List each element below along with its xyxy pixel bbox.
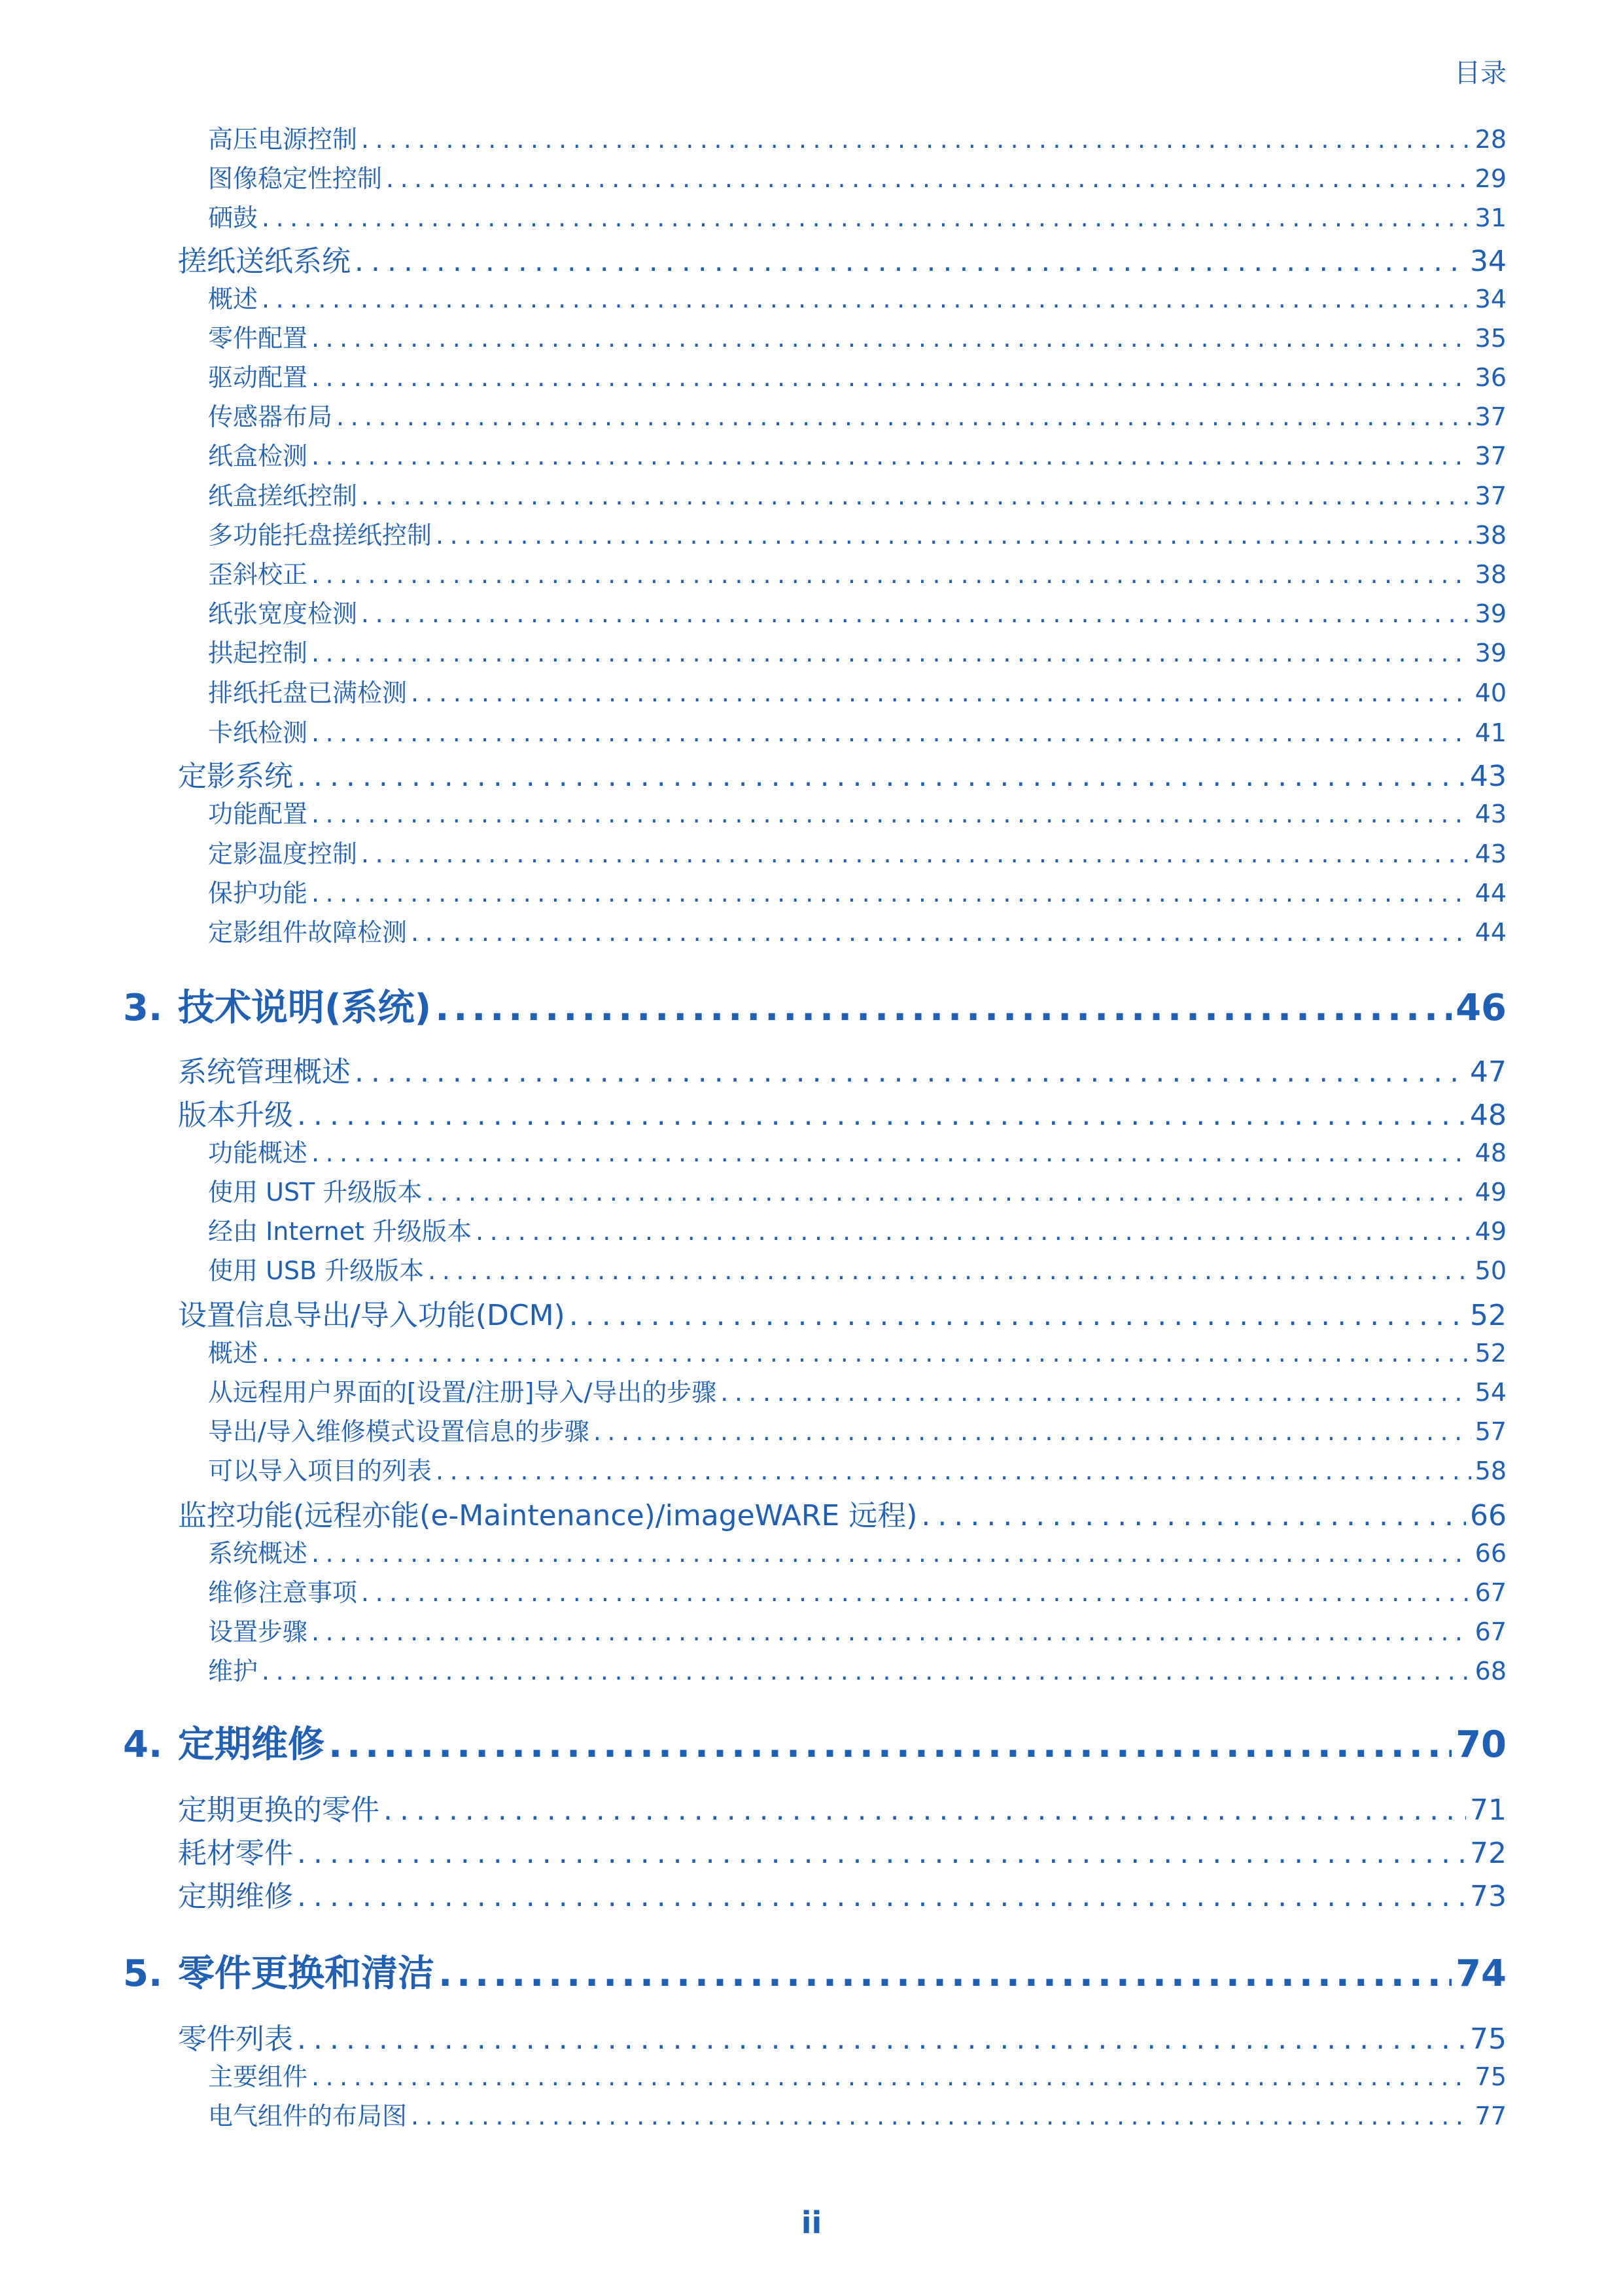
dot-leader [328, 1720, 1452, 1770]
dot-leader [426, 1176, 1471, 1209]
toc-entry-label: 维修注意事项 [208, 1578, 358, 1607]
toc-entry-label: 定影组件故障检测 [208, 918, 408, 947]
toc-entry-page: 31 [1475, 203, 1507, 232]
toc-entry-label: 驱动配置 [208, 363, 308, 392]
toc-subsection-entry[interactable] [208, 1415, 1507, 1448]
toc-entry-page: 54 [1475, 1378, 1507, 1407]
toc-subsection-entry[interactable] [208, 400, 1507, 433]
dot-leader [383, 1791, 1466, 1830]
toc-entry-label: 多功能托盘搓纸控制 [208, 521, 432, 550]
toc-section-entry[interactable] [178, 1791, 1507, 1830]
toc-entry-page: 48 [1470, 1099, 1507, 1132]
toc-entry-label: 主要组件 [208, 2062, 308, 2091]
toc-entry-label: 监控功能(远程亦能(e-Maintenance)/imageWARE 远程) [178, 1499, 918, 1532]
dot-leader [311, 1616, 1471, 1648]
toc-subsection-entry[interactable] [208, 597, 1507, 630]
dot-leader [476, 1215, 1471, 1248]
toc-entry-label: 排纸托盘已满检测 [208, 679, 408, 707]
toc-entry-page: 49 [1475, 1178, 1507, 1207]
dot-leader [593, 1415, 1471, 1448]
toc-entry-page: 38 [1475, 560, 1507, 589]
toc-section-entry[interactable] [178, 242, 1507, 281]
toc-entry-label: 歪斜校正 [208, 560, 308, 589]
toc-section-entry[interactable] [178, 1496, 1507, 1536]
toc-entry-page: 57 [1475, 1417, 1507, 1446]
toc-entry-page: 37 [1475, 442, 1507, 470]
toc-entry-label: 拱起控制 [208, 639, 308, 667]
toc-section-entry[interactable] [178, 1053, 1507, 1092]
dot-leader [311, 322, 1471, 355]
toc-entry-label: 定期维修 [178, 1880, 293, 1913]
toc-entry-label [123, 983, 431, 1033]
toc-subsection-entry[interactable] [208, 480, 1507, 512]
toc-entry-page: 43 [1475, 839, 1507, 868]
toc-entry-label: 定影温度控制 [208, 839, 358, 868]
toc-entry-label: 导出/导入维修模式设置信息的步骤 [208, 1417, 589, 1446]
toc-entry-page: 44 [1475, 879, 1507, 908]
toc-entry-page: 39 [1475, 599, 1507, 628]
toc-entry-page: 66 [1475, 1539, 1507, 1568]
dot-leader [411, 916, 1471, 949]
toc-entry-page: 48 [1475, 1139, 1507, 1167]
chapter-title: 定期维修 [178, 1723, 324, 1766]
toc-subsection-entry[interactable] [208, 283, 1507, 315]
dot-leader [297, 1877, 1466, 1916]
dot-leader [361, 480, 1471, 512]
dot-leader [311, 2060, 1471, 2093]
toc-entry-page: 72 [1470, 1837, 1507, 1870]
toc-entry-page: 50 [1475, 1256, 1507, 1285]
toc-entry-label: 版本升级 [178, 1099, 293, 1132]
chapter-number: 3. [123, 987, 163, 1029]
dot-leader [311, 877, 1471, 910]
toc-entry-page: 70 [1456, 1723, 1507, 1766]
dot-leader [361, 123, 1471, 156]
toc-entry-page: 75 [1470, 2022, 1507, 2056]
toc-entry-page: 37 [1475, 402, 1507, 431]
dot-leader [297, 757, 1466, 796]
toc-entry-page: 77 [1475, 2102, 1507, 2130]
dot-leader [569, 1296, 1466, 1335]
toc-subsection-entry[interactable] [208, 1337, 1507, 1369]
toc-subsection-entry[interactable] [208, 1576, 1507, 1609]
dot-leader [262, 1337, 1471, 1369]
toc-entry-page: 38 [1475, 521, 1507, 550]
dot-leader [311, 558, 1471, 591]
chapter-title: 零件更换和清洁 [178, 1952, 434, 1995]
dot-leader [262, 202, 1471, 234]
toc-section-entry[interactable] [178, 2020, 1507, 2059]
toc-subsection-entry[interactable] [208, 1655, 1507, 1687]
toc-section-entry[interactable] [178, 1877, 1507, 1916]
chapter-number: 5. [123, 1952, 163, 1995]
toc-entry-page: 43 [1475, 800, 1507, 828]
toc-entry-label: 设置信息导出/导入功能(DCM) [178, 1299, 565, 1332]
toc-subsection-entry[interactable] [208, 322, 1507, 355]
toc-entry-page: 34 [1470, 245, 1507, 278]
toc-subsection-entry[interactable] [208, 123, 1507, 156]
toc-entry-page: 74 [1456, 1952, 1507, 1995]
toc-subsection-entry[interactable] [208, 2100, 1507, 2132]
toc-entry-label: 可以导入项目的列表 [208, 1457, 432, 1485]
dot-leader [311, 361, 1471, 394]
dot-leader [297, 2020, 1466, 2059]
toc-subsection-entry[interactable] [208, 798, 1507, 830]
dot-leader [262, 283, 1471, 315]
toc-subsection-entry[interactable] [208, 916, 1507, 949]
dot-leader [297, 1834, 1466, 1873]
toc-entry-label: 零件配置 [208, 324, 308, 353]
toc-entry-label: 概述 [208, 1339, 258, 1368]
toc-entry-page: 75 [1475, 2062, 1507, 2091]
toc-entry-page: 67 [1475, 1578, 1507, 1607]
toc-entry-page: 71 [1470, 1793, 1507, 1827]
toc-entry-page: 40 [1475, 679, 1507, 707]
toc-subsection-entry[interactable] [208, 877, 1507, 910]
toc-subsection-entry[interactable] [208, 361, 1507, 394]
toc-entry-label: 硒鼓 [208, 203, 258, 232]
dot-leader [262, 1655, 1471, 1687]
dot-leader [361, 1576, 1471, 1609]
toc-entry-label: 概述 [208, 285, 258, 313]
toc-subsection-entry[interactable] [208, 1455, 1507, 1487]
toc-entry-label: 定影系统 [178, 760, 293, 793]
toc-entry-label: 从远程用户界面的[设置/注册]导入/导出的步骤 [208, 1378, 717, 1407]
toc-entry-label: 系统管理概述 [178, 1055, 351, 1089]
toc-entry-label: 定期更换的零件 [178, 1793, 379, 1827]
dot-leader [720, 1376, 1471, 1409]
toc-entry-label: 使用 USB 升级版本 [208, 1256, 425, 1285]
header-title: 目录 [1454, 58, 1507, 88]
dot-leader [438, 1949, 1452, 1999]
toc-entry-page: 68 [1475, 1657, 1507, 1686]
dot-leader [435, 983, 1452, 1033]
toc-subsection-entry[interactable] [208, 1537, 1507, 1570]
toc-chapter-entry[interactable] [123, 1949, 1507, 1999]
toc-entry-page: 58 [1475, 1457, 1507, 1485]
dot-leader [311, 716, 1471, 749]
toc-entry-label [123, 1720, 324, 1770]
toc-subsection-entry[interactable] [208, 1176, 1507, 1209]
dot-leader [411, 2100, 1471, 2132]
toc-entry-page: 67 [1475, 1617, 1507, 1646]
toc-entry-label [123, 1949, 434, 1999]
toc-subsection-entry[interactable] [208, 1616, 1507, 1648]
chapter-number: 4. [123, 1723, 163, 1766]
toc-subsection-entry[interactable] [208, 558, 1507, 591]
toc-subsection-entry[interactable] [208, 716, 1507, 749]
dot-leader [311, 1537, 1471, 1570]
dot-leader [436, 1455, 1471, 1487]
toc-entry-label: 功能概述 [208, 1139, 308, 1167]
dot-leader [311, 1137, 1471, 1169]
toc-entry-page: 34 [1475, 285, 1507, 313]
toc-entry-label: 系统概述 [208, 1539, 308, 1568]
toc-entry-label: 保护功能 [208, 879, 308, 908]
toc-entry-label: 零件列表 [178, 2022, 293, 2056]
toc-section-entry[interactable] [178, 1834, 1507, 1873]
toc-entry-label: 设置步骤 [208, 1617, 308, 1646]
toc-subsection-entry[interactable] [208, 1254, 1507, 1287]
toc-entry-label: 卡纸检测 [208, 718, 308, 747]
dot-leader [311, 798, 1471, 830]
chapter-title: 技术说明(系统) [178, 987, 432, 1029]
page-number: ii [801, 2205, 822, 2240]
toc-entry-page: 43 [1470, 760, 1507, 793]
toc-subsection-entry[interactable] [208, 440, 1507, 472]
dot-leader [297, 1096, 1466, 1135]
toc-entry-label: 使用 UST 升级版本 [208, 1178, 423, 1207]
toc-entry-page: 66 [1470, 1499, 1507, 1532]
dot-leader [361, 597, 1471, 630]
toc-subsection-entry[interactable] [208, 202, 1507, 234]
toc-entry-label: 搓纸送纸系统 [178, 245, 351, 278]
toc-entry-page: 47 [1470, 1055, 1507, 1089]
dot-leader [428, 1254, 1471, 1287]
dot-leader [355, 242, 1466, 281]
toc-entry-page: 52 [1475, 1339, 1507, 1368]
dot-leader [355, 1053, 1466, 1092]
toc-entry-label: 纸盒搓纸控制 [208, 482, 358, 510]
toc-entry-label: 维护 [208, 1657, 258, 1686]
toc-subsection-entry[interactable] [208, 637, 1507, 669]
toc-entry-page: 28 [1475, 125, 1507, 154]
dot-leader [336, 400, 1471, 433]
toc-section-entry[interactable] [178, 1296, 1507, 1335]
toc-section-entry[interactable] [178, 757, 1507, 796]
toc-subsection-entry[interactable] [208, 1137, 1507, 1169]
dot-leader [386, 162, 1471, 195]
dot-leader [921, 1496, 1466, 1536]
dot-leader [411, 677, 1471, 709]
toc-entry-label: 传感器布局 [208, 402, 333, 431]
toc-entry-label: 纸张宽度检测 [208, 599, 358, 628]
dot-leader [436, 519, 1471, 552]
toc-entry-label: 高压电源控制 [208, 125, 358, 154]
toc-entry-page: 37 [1475, 482, 1507, 510]
toc-entry-label: 电气组件的布局图 [208, 2102, 408, 2130]
toc-entry-page: 49 [1475, 1217, 1507, 1246]
toc-chapter-entry[interactable] [123, 1720, 1507, 1770]
toc-entry-label: 图像稳定性控制 [208, 164, 383, 193]
toc-entry-page: 73 [1470, 1880, 1507, 1913]
toc-entry-label: 耗材零件 [178, 1837, 293, 1870]
toc-entry-page: 41 [1475, 718, 1507, 747]
toc-entry-label: 纸盒检测 [208, 442, 308, 470]
toc-entry-page: 52 [1470, 1299, 1507, 1332]
toc-subsection-entry[interactable] [208, 2060, 1507, 2093]
dot-leader [311, 637, 1471, 669]
dot-leader [361, 838, 1471, 870]
toc-entry-page: 29 [1475, 164, 1507, 193]
toc-entry-page: 39 [1475, 639, 1507, 667]
toc-entry-label: 功能配置 [208, 800, 308, 828]
dot-leader [311, 440, 1471, 472]
toc-subsection-entry[interactable] [208, 162, 1507, 195]
toc-chapter-entry[interactable] [123, 983, 1507, 1033]
toc-subsection-entry[interactable] [208, 838, 1507, 870]
toc-entry-page: 36 [1475, 363, 1507, 392]
toc-subsection-entry[interactable] [208, 677, 1507, 709]
toc-entry-page: 46 [1456, 987, 1507, 1029]
toc-subsection-entry[interactable] [208, 1376, 1507, 1409]
toc-section-entry[interactable] [178, 1096, 1507, 1135]
toc-subsection-entry[interactable] [208, 1215, 1507, 1248]
toc-subsection-entry[interactable] [208, 519, 1507, 552]
toc-entry-page: 44 [1475, 918, 1507, 947]
toc-entry-page: 35 [1475, 324, 1507, 353]
toc-entry-label: 经由 Internet 升级版本 [208, 1217, 472, 1246]
